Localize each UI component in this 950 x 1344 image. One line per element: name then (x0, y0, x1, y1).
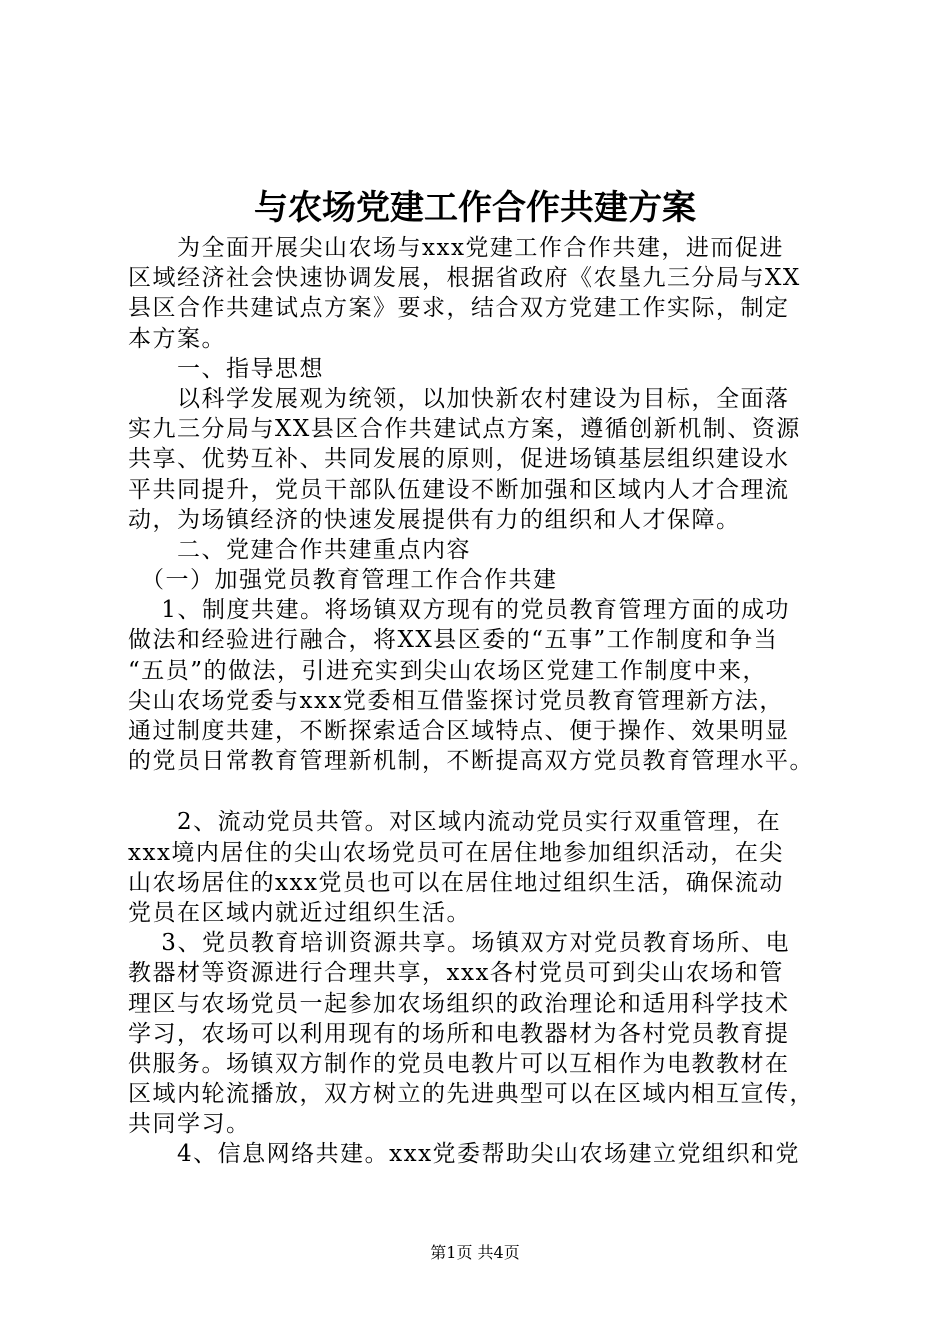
text-line: （一）加强党员教育管理工作合作共建 (128, 567, 558, 594)
text-line: 尖山农场党委与xxx党委相互借鉴探讨党员教育管理新方法， (128, 687, 784, 714)
text-line: 共享、优势互补、共同发展的原则，促进场镇基层组织建设水 (128, 446, 790, 473)
text-line: 以科学发展观为统领，以加快新农村建设为目标，全面落 (128, 385, 790, 412)
text-line: 4、信息网络共建。xxx党委帮助尖山农场建立党组织和党 (128, 1141, 801, 1168)
text-line: 实九三分局与XX县区合作共建试点方案，遵循创新机制、资源 (128, 416, 801, 443)
text-line: 区域经济社会快速协调发展，根据省政府《农垦九三分局与XX (128, 265, 801, 292)
text-line: 供服务。场镇双方制作的党员电教片可以互相作为电教教材在 (128, 1050, 790, 1077)
text-line: 区域内轮流播放，双方树立的先进典型可以在区域内相互宣传， (128, 1081, 814, 1108)
page-footer: 第1页 共4页 (430, 1243, 520, 1262)
text-line: 一、指导思想 (128, 355, 324, 382)
text-line: 1、制度共建。将场镇双方现有的党员教育管理方面的成功 (128, 597, 790, 624)
text-line: 党员在区域内就近过组织生活。 (128, 899, 471, 926)
text-line: 学习，农场可以利用现有的场所和电教器材为各村党员教育提 (128, 1020, 790, 1047)
text-line: 理区与农场党员一起参加农场组织的政治理论和适用科学技术 (128, 990, 790, 1017)
text-line: 共同学习。 (128, 1111, 251, 1138)
text-line: xxx境内居住的尖山农场党员可在居住地参加组织活动，在尖 (128, 839, 784, 866)
document-body (128, 233, 850, 1170)
text-line: 教器材等资源进行合理共享，xxx各村党员可到尖山农场和管 (128, 960, 784, 987)
blank-line (128, 776, 850, 807)
text-line: 二、党建合作共建重点内容 (128, 536, 471, 563)
text-line: 县区合作共建试点方案》要求，结合双方党建工作实际，制定 (128, 295, 790, 322)
text-line: “五员”的做法，引进充实到尖山农场区党建工作制度中来， (128, 657, 768, 684)
text-line: 山农场居住的xxx党员也可以在居住地过组织生活，确保流动 (128, 869, 784, 896)
text-line: 通过制度共建，不断探索适合区域特点、便于操作、效果明显 (128, 718, 790, 744)
text-line: 3、党员教育培训资源共享。场镇双方对党员教育场所、电 (128, 930, 790, 957)
paragraph-block-2 (128, 807, 850, 1169)
paragraph-block-1 (128, 233, 850, 776)
text-line: 2、流动党员共管。对区域内流动党员实行双重管理，在 (128, 809, 782, 836)
text-line: 平共同提升，党员干部队伍建设不断加强和区域内人才合理流 (128, 476, 790, 503)
text-line: 本方案。 (128, 325, 226, 352)
text-line: 的党员日常教育管理新机制，不断提高双方党员教育管理水平。 (128, 748, 814, 775)
document-title: 与农场党建工作合作共建方案 (254, 188, 696, 228)
text-line: 动，为场镇经济的快速发展提供有力的组织和人才保障。 (128, 506, 741, 533)
text-line: 为全面开展尖山农场与xxx党建工作合作共建，进而促进 (128, 235, 784, 261)
text-line: 做法和经验进行融合，将XX县区委的“五事”工作制度和争当 (128, 627, 779, 654)
